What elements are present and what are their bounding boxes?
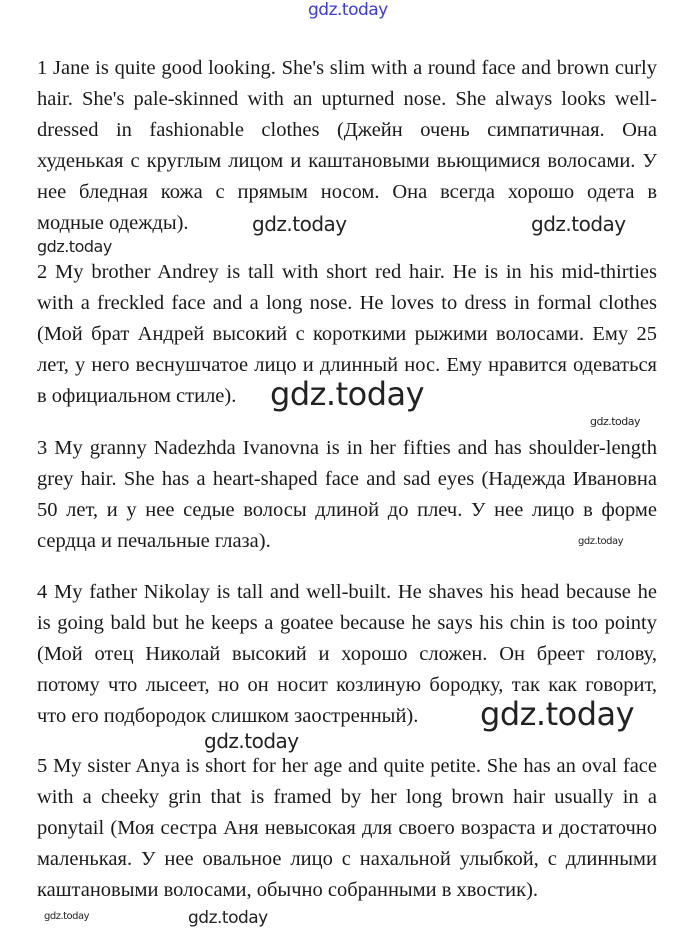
text-line: 2 My brother Andrey is tall with short red hair. He is in his mid-thirties: [37, 261, 657, 283]
text-line: каштановыми волосами, обычно собранными в хвостик).: [37, 879, 539, 901]
text-line: with a freckled face and a long nose. He loves to dress in formal clothes: [37, 292, 657, 314]
watermark: gdz.today: [578, 536, 624, 547]
watermark: gdz.today: [188, 908, 268, 928]
text-line: 50 лет, и у нее седые волосы длиной до плеч. У нее лицо в форме: [37, 499, 657, 521]
text-line: маленькая. У нее овальное лицо с нахальной улыбкой, с длинными: [37, 848, 657, 870]
text-line: dressed in fashionable clothes (Джейн очень симпатичная. Она: [37, 119, 657, 141]
watermark: gdz.today: [44, 911, 90, 922]
text-line: в официальном стиле).: [37, 385, 237, 407]
watermark-top: gdz.today: [308, 0, 388, 20]
text-line: нее бледная кожа с прямым носом. Она всегда хорошо одета в: [37, 181, 657, 203]
watermark: gdz.today: [480, 695, 635, 733]
text-line: 4 My father Nikolay is tall and well-built. He shaves his head because he: [37, 581, 657, 603]
paragraph-5: [37, 751, 657, 906]
watermark: gdz.today: [37, 237, 112, 256]
text-line: 5 My sister Anya is short for her age and quite petite. She has an oval face: [37, 755, 657, 777]
text-line: is going bald but he keeps a goatee because he says his chin is too pointy: [37, 612, 657, 634]
watermark: gdz.today: [252, 212, 347, 236]
text-line: лет, у него веснушчатое лицо и длинный нос. Ему нравится одеваться: [37, 354, 657, 376]
text-line: худенькая с круглым лицом и каштановыми вьющимися волосами. У: [37, 150, 657, 172]
text-line: сердца и печальные глаза).: [37, 530, 271, 552]
text-line: 3 My granny Nadezhda Ivanovna is in her fifties and has shoulder-length: [37, 437, 657, 459]
watermark: gdz.today: [590, 415, 641, 428]
paragraph-3: [37, 433, 657, 557]
text-line: что его подбородок слишком заостренный).: [37, 705, 419, 727]
text-line: (Мой отец Николай высокий и хорошо сложен. Он бреет голову,: [37, 643, 657, 665]
text-line: hair. She's pale-skinned with an upturned nose. She always looks well-: [37, 88, 657, 110]
text-line: 1 Jane is quite good looking. She's slim with a round face and brown curly: [37, 57, 657, 79]
text-line: with a cheeky grin that is framed by her long brown hair usually in a: [37, 786, 657, 808]
watermark: gdz.today: [204, 729, 299, 753]
text-line: (Мой брат Андрей высокий с короткими рыжими волосами. Ему 25: [37, 323, 657, 345]
watermark: gdz.today: [270, 375, 425, 413]
watermark: gdz.today: [531, 212, 626, 236]
text-line: grey hair. She has a heart-shaped face and sad eyes (Надежда Ивановна: [37, 468, 657, 490]
text-line: потому что лысеет, но он носит козлиную бородку, так как говорит,: [37, 674, 657, 696]
text-line: ponytail (Моя сестра Аня невысокая для своего возраста и достаточно: [37, 817, 657, 839]
text-line: модные одежды).: [37, 212, 189, 234]
